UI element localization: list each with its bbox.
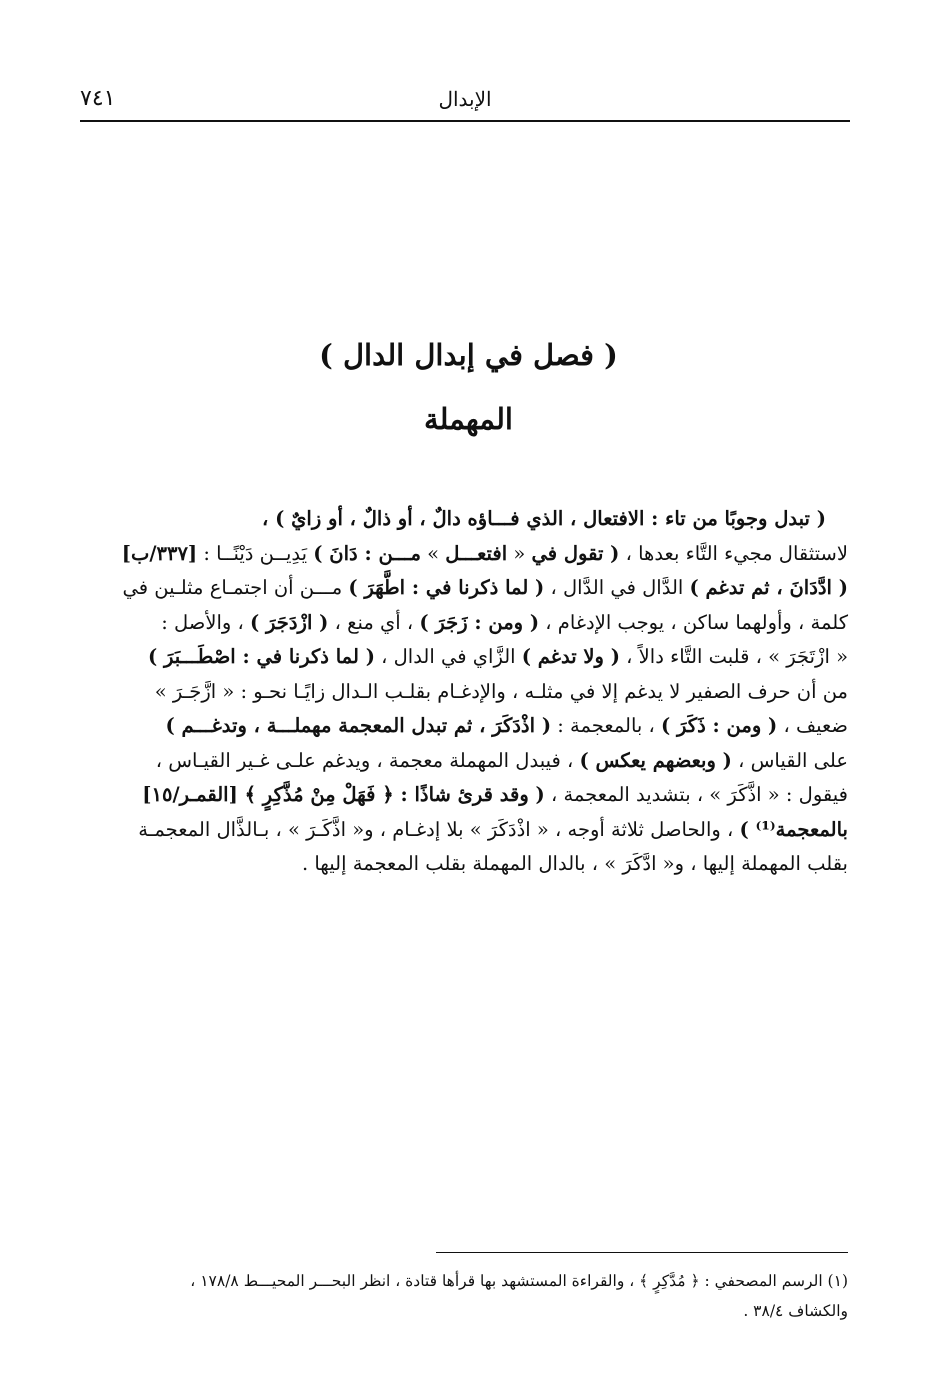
- text-run: مـــن أن اجتمـاع مثلـين في: [122, 576, 349, 599]
- bold-text-run: ( تبدل وجوبًا من تاء : الافتعال ، الذي فـــاؤه دالٌ ، أو ذالٌ ، أو زايٌ ) ،: [262, 507, 826, 530]
- body-line: [80, 744, 848, 779]
- text-run: فيقول : « اذَّكَرَ » ، بتشديد المعجمة ،: [544, 783, 848, 806]
- bold-text-run: ( ادَّدَانَ ، ثم تدغم ): [689, 576, 848, 599]
- bold-text-run: ( ومن : زَجَرَ ): [419, 610, 540, 634]
- text-run: بقلب المهملة إليها ، و« ادَّكَرَ » ، بالدال المهملة بقلب المعجمة إليها .: [301, 852, 848, 875]
- body-line: [80, 606, 848, 641]
- text-run: لاستثقال مجيء التَّاء بعدها ،: [619, 541, 848, 565]
- text-run: ضعيف ،: [777, 714, 848, 737]
- bold-text-run: ( ومن : ذَكَرَ ): [661, 714, 778, 737]
- bold-text-run: مـــن : دَانَ ): [313, 541, 421, 565]
- body-line: [80, 640, 848, 675]
- bold-text-run: ( لما ذكرنا في : اصْطَـــبَرَ ): [147, 645, 375, 668]
- text-run: ، بالمعجمة :: [551, 714, 662, 737]
- bold-text-run: ( وقد قرئ شاذًا : ﴿ فَهَلْ مِنْ مُذَّكِرٍ ﴾ [القمـر/١٥]: [142, 783, 545, 806]
- text-run: يَدِيــن دَيْنًــا :: [197, 541, 314, 565]
- bold-text-run: افتعـــل: [445, 541, 508, 565]
- body-line: [80, 571, 848, 606]
- page-number: ٧٤١: [80, 86, 116, 111]
- text-run: الدَّال في الدَّال ،: [544, 576, 690, 599]
- footnote-divider: [436, 1252, 848, 1253]
- bold-text-run: [٣٣٧/ب]: [121, 541, 198, 565]
- bold-text-run: ( ولا تدغم ): [521, 645, 620, 668]
- bold-text-run: بالمعجمة⁽¹⁾ ): [739, 817, 848, 841]
- text-run: «: [507, 541, 532, 565]
- body-line: [80, 502, 848, 537]
- body-line: [80, 709, 848, 744]
- body-line: [80, 847, 848, 882]
- text-run: كلمة ، وأولهما ساكن ، يوجب الإدغام ،: [539, 610, 848, 634]
- text-run: الزَّاي في الدال ،: [374, 645, 522, 668]
- chapter-subtitle: المهملة: [424, 402, 513, 436]
- page-header: [80, 84, 850, 122]
- bold-text-run: ( وبعضهم يعكس ): [579, 748, 732, 772]
- footnote-line: (١) الرسم المصحفي : ﴿ مُدَّكِرٍ ﴾ ، والقراءة المستشهد بها قرأها قتادة ، انظر البحـــر المحيـــط ١٧٨/٨ ،: [190, 1272, 848, 1290]
- text-run: ، والأصل :: [161, 610, 251, 634]
- body-text: [80, 502, 848, 882]
- body-line: [80, 813, 848, 848]
- footnote-line: والكشاف ٣٨/٤ .: [743, 1302, 848, 1320]
- body-line: [80, 778, 848, 813]
- text-run: ، والحاصل ثلاثة أوجه ، « اذْدَكَرَ » بلا إدغـام ، و« اذَّكَـرَ » ، بـالذَّال المعجمـة: [138, 817, 740, 841]
- body-line: [80, 537, 848, 572]
- bold-text-run: ( اذْدَكَرَ ، ثم تبدل المعجمة مهملـــة ، وتدغـــم ): [165, 714, 552, 737]
- text-run: ، فيبدل المهملة معجمة ، ويدغم علـى غـير القيـاس ،: [155, 748, 580, 772]
- chapter-title: ( فصل في إبدال الدال ): [319, 338, 618, 372]
- bold-text-run: ( لما ذكرنا في : اطَّهَرَ ): [348, 576, 545, 599]
- text-run: ، أي منع ،: [328, 610, 420, 634]
- text-run: على القياس ،: [731, 748, 848, 772]
- running-title: الإبدال: [438, 87, 492, 111]
- bold-text-run: ( تقول في: [531, 541, 620, 565]
- body-line: [80, 675, 848, 710]
- bold-text-run: ( ازْدَجَرَ ): [250, 610, 329, 634]
- text-run: من أن حرف الصفير لا يدغم إلا في مثلـه ، والإدغـام بقلـب الـدال زايًـا نحـو : « ازَّجَـرَ »: [154, 679, 848, 703]
- text-run: « ازْتَجَرَ » ، قلبت التَّاء دالاً ،: [619, 645, 848, 668]
- text-run: »: [420, 541, 446, 565]
- footnote: [80, 1266, 848, 1326]
